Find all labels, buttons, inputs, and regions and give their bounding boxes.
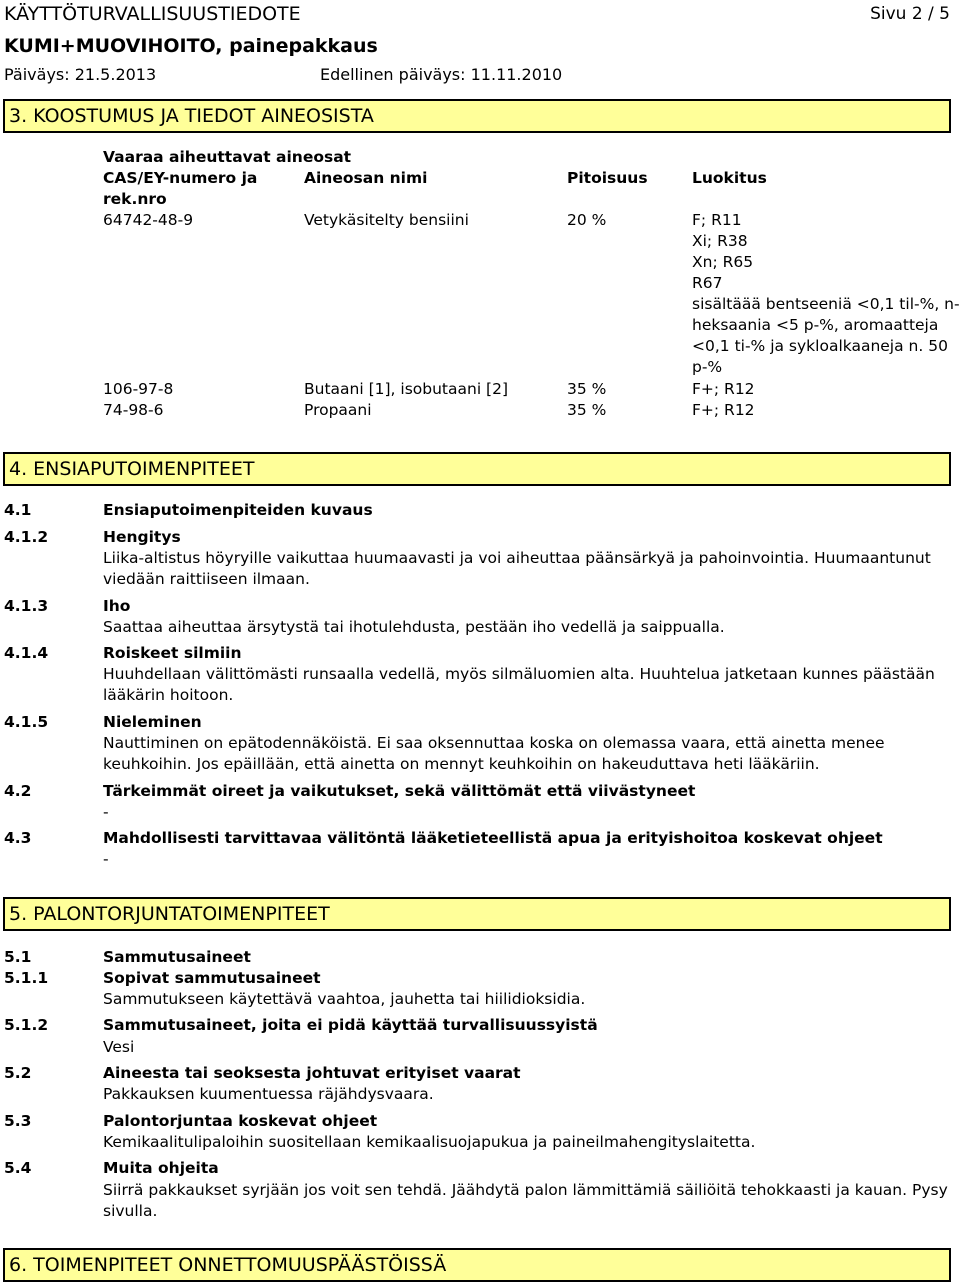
product-name: KUMI+MUOVIHOITO, painepakkaus <box>4 35 378 57</box>
subsection-title: Ensiaputoimenpiteiden kuvaus <box>103 501 373 519</box>
subsection-number: 4.2 <box>4 782 32 800</box>
subsection-text: Pakkauksen kuumentuessa räjähdysvaara. <box>103 1085 434 1103</box>
subsection-text: Huuhdellaan välittömästi runsaalla vedellä, myös silmäluomien alta. Huuhtelua jatketaan kunnes päästään lääkärin hoitoon. <box>103 665 935 704</box>
subsection-number: 5.1.1 <box>4 969 49 987</box>
component-class: sisältäää bentseeniä <0,1 til-%, n- <box>692 295 960 313</box>
component-class: F+; R12 <box>692 401 755 419</box>
document-title: KÄYTTÖTURVALLISUUSTIEDOTE <box>4 3 301 25</box>
subsection-text: Kemikaalitulipaloihin suositellaan kemikaalisuojapukua ja paineilmahengityslaitetta. <box>103 1133 756 1151</box>
subsection-title: Roiskeet silmiin <box>103 644 242 662</box>
component-class: <0,1 ti-% ja sykloalkaaneja n. 50 <box>692 337 948 355</box>
subsection-number: 4.1.4 <box>4 644 49 662</box>
component-class: F; R11 <box>692 211 742 229</box>
subsection-number: 4.3 <box>4 829 32 847</box>
issue-date: Päiväys: 21.5.2013 <box>4 65 157 84</box>
component-name: Vetykäsitelty bensiini <box>304 211 469 229</box>
section-3-header: 3. KOOSTUMUS JA TIEDOT AINEOSISTA <box>3 99 951 133</box>
component-class: p-% <box>692 358 723 376</box>
subsection-text: Nauttiminen on epätodennäköistä. Ei saa oksennuttaa koska on olemassa vaara, että ainetta menee keuhkoihin. Jos epäillään, että ainetta on mennyt keuhkoihin on hakeuduttava heti lääkäriin. <box>103 734 885 773</box>
subsection-text: Siirrä pakkaukset syrjään jos voit sen tehdä. Jäähdytä palon lämmittämiä säiliöitä tehokkaasti ja kauan. Pysy sivulla. <box>103 1181 948 1220</box>
subsection-number: 4.1.3 <box>4 597 49 615</box>
section-4-header: 4. ENSIAPUTOIMENPITEET <box>3 452 951 486</box>
subsection-title: Sammutusaineet, joita ei pidä käyttää turvallisuussyistä <box>103 1016 598 1034</box>
subsection-number: 4.1 <box>4 501 32 519</box>
page-number: Sivu 2 / 5 <box>870 4 950 24</box>
previous-date: Edellinen päiväys: 11.11.2010 <box>320 65 563 84</box>
component-cas: 64742-48-9 <box>103 211 194 229</box>
component-class: Xi; R38 <box>692 232 748 250</box>
subsection-title: Iho <box>103 597 131 615</box>
subsection-title: Nieleminen <box>103 713 202 731</box>
col-header-cas-cont: rek.nro <box>103 190 167 208</box>
subsection-text: Sammutukseen käytettävä vaahtoa, jauhetta tai hiilidioksidia. <box>103 990 586 1008</box>
section-6-header: 6. TOIMENPITEET ONNETTOMUUSPÄÄSTÖISSÄ <box>3 1248 951 1282</box>
component-concentration: 35 % <box>567 401 607 419</box>
subsection-number: 5.3 <box>4 1112 32 1130</box>
subsection-number: 4.1.5 <box>4 713 49 731</box>
component-class: F+; R12 <box>692 380 755 398</box>
col-header-name: Aineosan nimi <box>304 169 428 187</box>
component-concentration: 35 % <box>567 380 607 398</box>
component-concentration: 20 % <box>567 211 607 229</box>
component-cas: 106-97-8 <box>103 380 174 398</box>
subsection-title: Palontorjuntaa koskevat ohjeet <box>103 1112 378 1130</box>
subsection-number: 5.1 <box>4 948 32 966</box>
col-header-classification: Luokitus <box>692 169 767 187</box>
section-5-header: 5. PALONTORJUNTATOIMENPITEET <box>3 897 951 931</box>
subsection-text: - <box>103 803 109 821</box>
subsection-title: Tärkeimmät oireet ja vaikutukset, sekä välittömät että viivästyneet <box>103 782 696 800</box>
component-cas: 74-98-6 <box>103 401 164 419</box>
col-header-concentration: Pitoisuus <box>567 169 648 187</box>
subsection-number: 4.1.2 <box>4 528 49 546</box>
component-name: Propaani <box>304 401 372 419</box>
subsection-title: Aineesta tai seoksesta johtuvat erityiset vaarat <box>103 1064 521 1082</box>
component-class: heksaania <5 p-%, aromaatteja <box>692 316 939 334</box>
subsection-title: Hengitys <box>103 528 181 546</box>
date-line <box>4 64 954 85</box>
component-class: Xn; R65 <box>692 253 754 271</box>
col-header-cas: CAS/EY-numero ja <box>103 169 258 187</box>
subsection-text: Liika-altistus höyryille vaikuttaa huumaavasti ja voi aiheuttaa päänsärkyä ja pahoinvointia. Huumaantunut viedään raittiiseen ilmaan. <box>103 549 931 588</box>
subsection-title: Sammutusaineet <box>103 948 251 966</box>
subsection-text: Vesi <box>103 1038 135 1056</box>
component-class: R67 <box>692 274 723 292</box>
subsection-number: 5.4 <box>4 1159 32 1177</box>
subsection-number: 5.1.2 <box>4 1016 49 1034</box>
component-name: Butaani [1], isobutaani [2] <box>304 380 509 398</box>
subsection-text: Saattaa aiheuttaa ärsytystä tai ihotulehdusta, pestään iho vedellä ja saippualla. <box>103 618 725 636</box>
subsection-title: Muita ohjeita <box>103 1159 219 1177</box>
subsection-number: 5.2 <box>4 1064 32 1082</box>
subsection-title: Mahdollisesti tarvittavaa välitöntä lääketieteellistä apua ja erityishoitoa koskevat ohjeet <box>103 829 883 847</box>
subsection-text: - <box>103 850 109 868</box>
subsection-title: Sopivat sammutusaineet <box>103 969 321 987</box>
hazardous-components-heading: Vaaraa aiheuttavat aineosat <box>103 148 352 166</box>
